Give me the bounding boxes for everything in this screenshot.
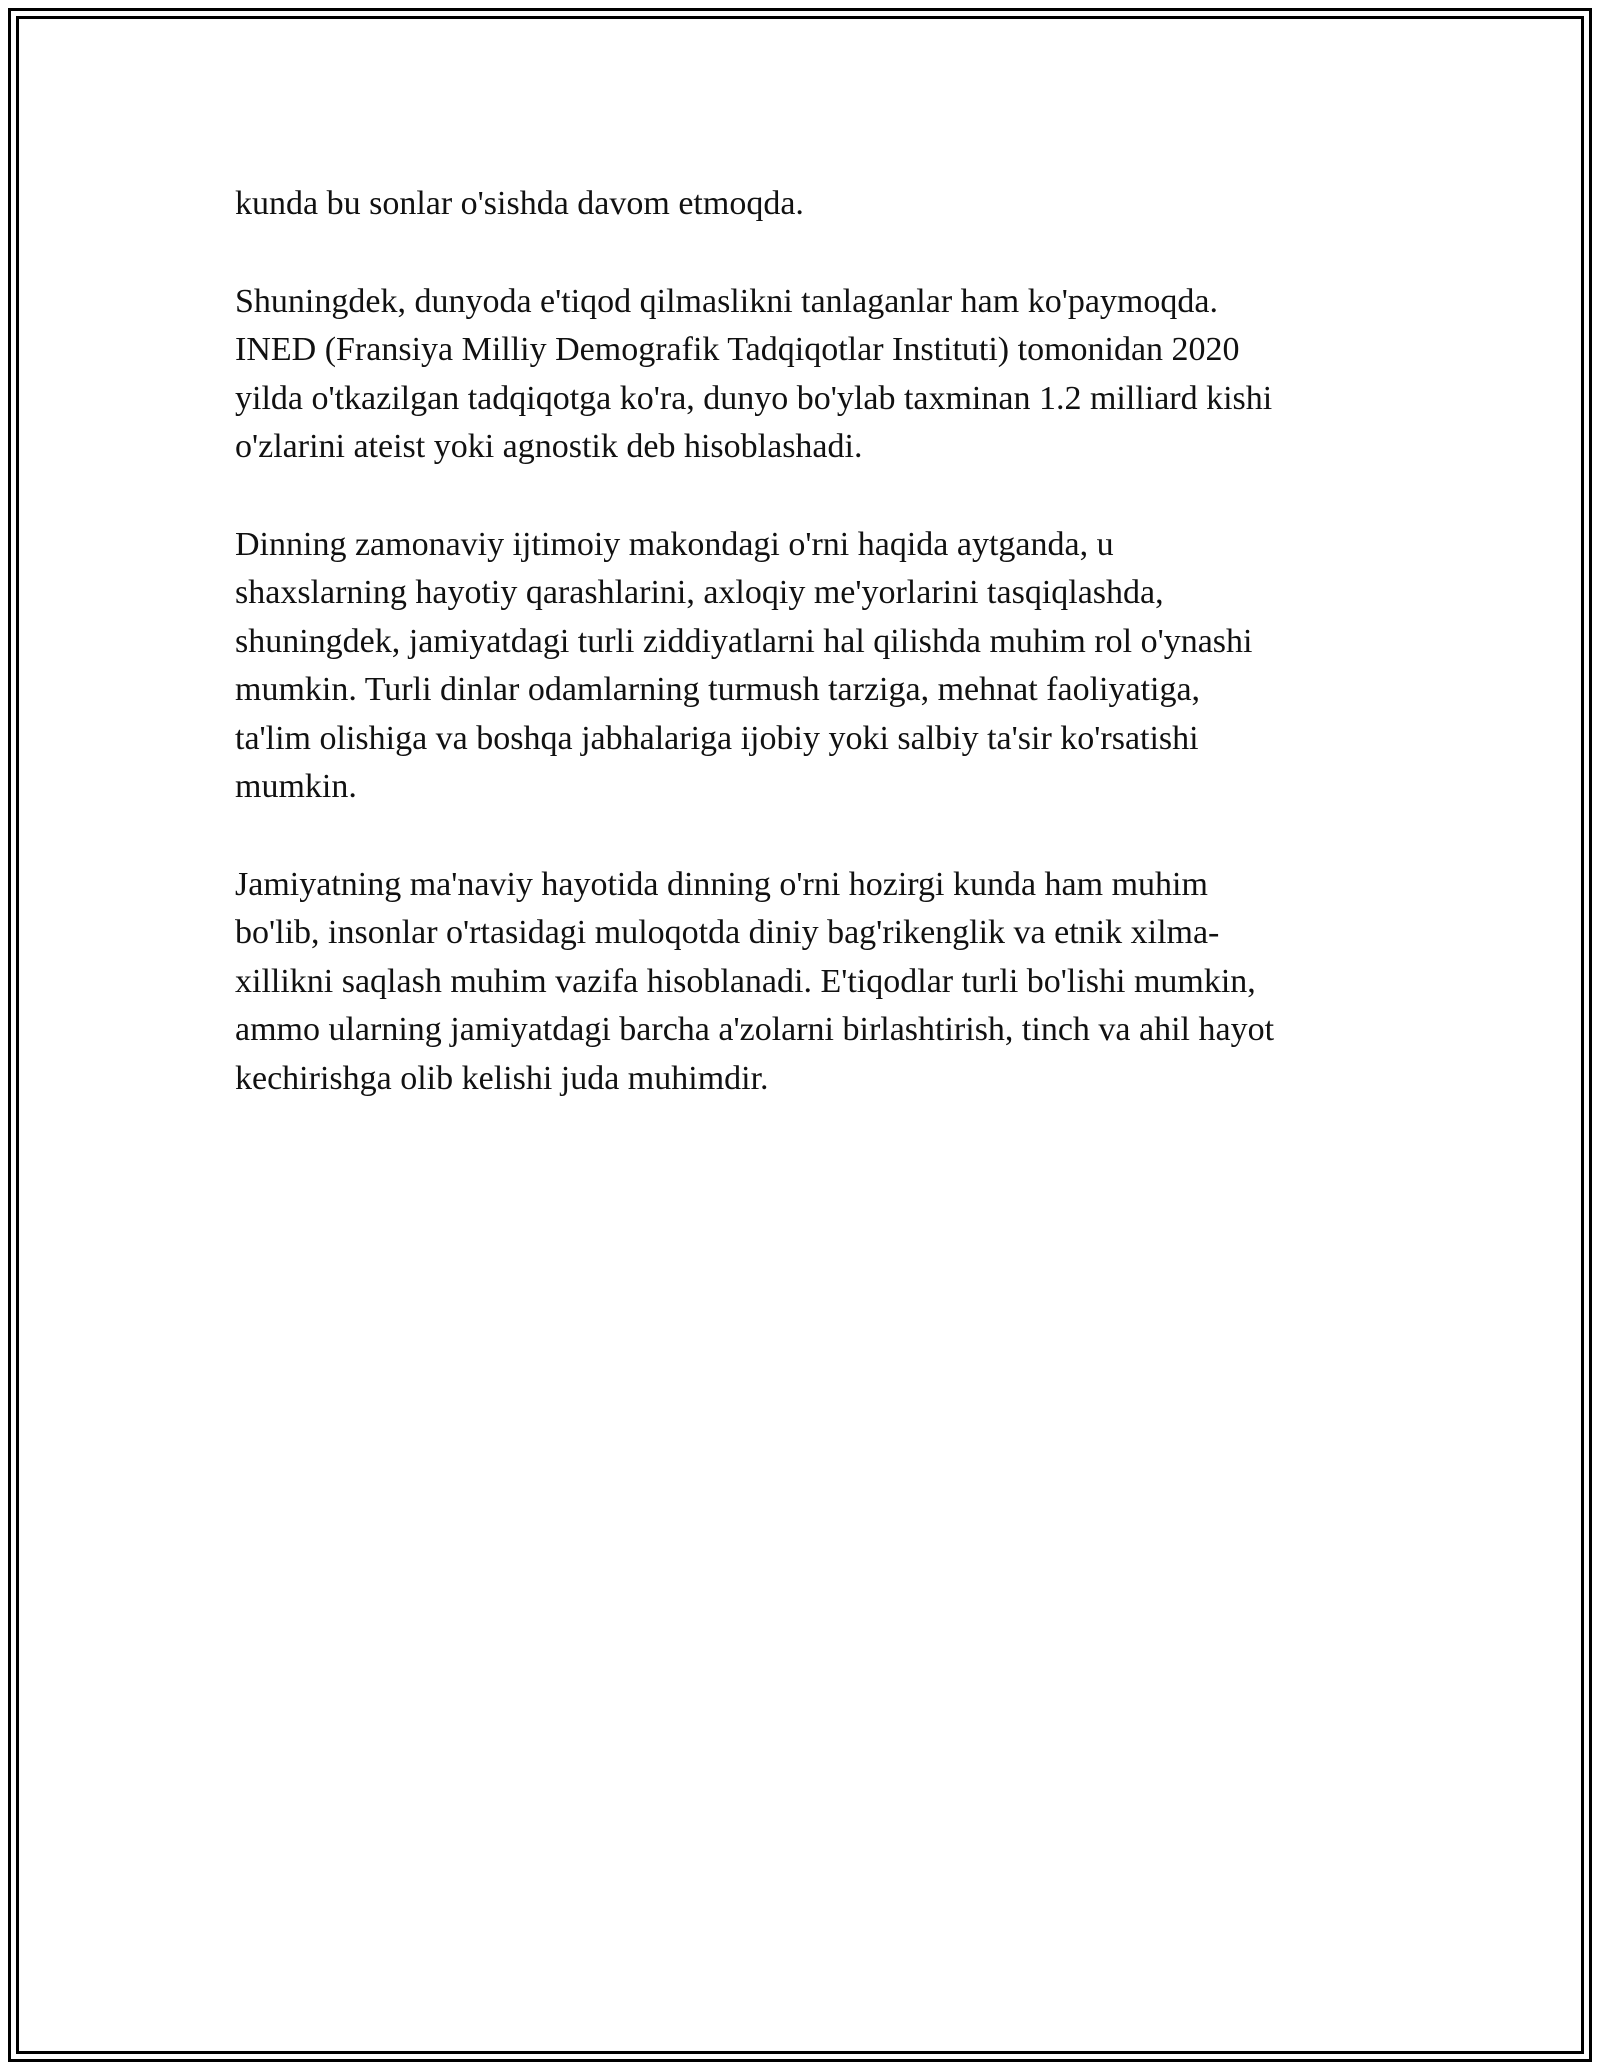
text-line: mumkin.: [235, 768, 357, 805]
text-line: ammo ularning jamiyatdagi barcha a'zolarni birlashtirish, tinch va ahil hayot: [235, 1011, 1275, 1048]
text-line: bo'lib, insonlar o'rtasidagi muloqotda diniy bag'rikenglik va etnik xilma-: [235, 914, 1220, 951]
text-line: Dinning zamonaviy ijtimoiy makondagi o'rni haqida aytganda, u: [235, 525, 1114, 563]
text-line: INED (Fransiya Milliy Demografik Tadqiqotlar Instituti) tomonidan 2020: [235, 331, 1240, 368]
document-body: [235, 180, 1365, 1152]
text-line: Shuningdek, dunyoda e'tiqod qilmaslikni tanlaganlar ham ko'paymoqda.: [235, 282, 1218, 320]
text-line: shuningdek, jamiyatdagi turli ziddiyatlarni hal qilishda muhim rol o'ynashi: [235, 622, 1253, 660]
text-line: xillikni saqlash muhim vazifa hisoblanadi. E'tiqodlar turli bo'lishi mumkin,: [235, 962, 1256, 1000]
paragraph: [235, 278, 1365, 472]
text-line: kechirishga olib kelishi juda muhimdir.: [235, 1059, 769, 1097]
paragraph: [235, 861, 1365, 1104]
text-line: ta'lim olishiga va boshqa jabhalariga ijobiy yoki salbiy ta'sir ko'rsatishi: [235, 719, 1199, 757]
text-line: shaxslarning hayotiy qarashlarini, axloqiy me'yorlarini tasqiqlashda,: [235, 574, 1164, 611]
paragraph: [235, 521, 1365, 812]
paragraph: [235, 180, 1365, 229]
text-line: Jamiyatning ma'naviy hayotida dinning o'rni hozirgi kunda ham muhim: [235, 865, 1208, 903]
text-line: o'zlarini ateist yoki agnostik deb hisoblashadi.: [235, 428, 863, 465]
text-line: kunda bu sonlar o'sishda davom etmoqda.: [235, 185, 804, 222]
text-line: yilda o'tkazilgan tadqiqotga ko'ra, dunyo bo'ylab taxminan 1.2 milliard kishi: [235, 379, 1273, 417]
text-line: mumkin. Turli dinlar odamlarning turmush tarziga, mehnat faoliyatiga,: [235, 671, 1201, 708]
